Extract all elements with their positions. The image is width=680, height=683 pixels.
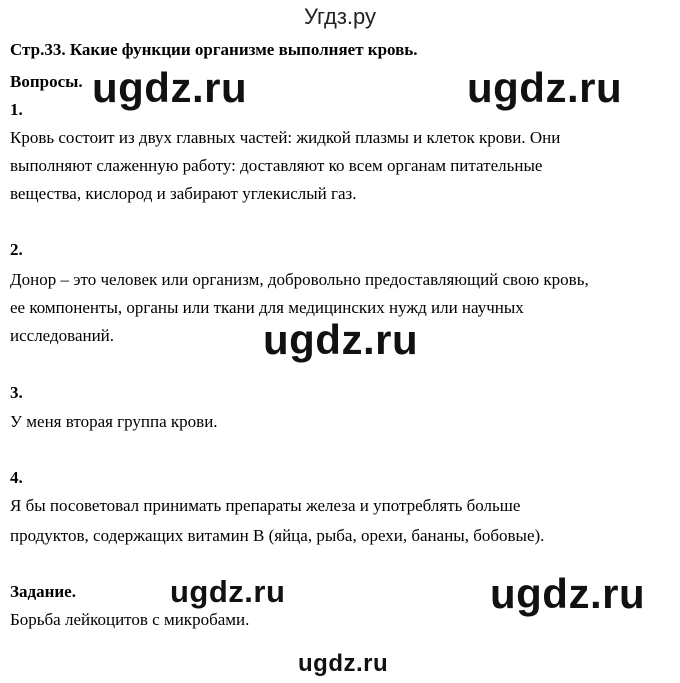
- task-label: Задание.: [10, 582, 76, 601]
- answer-1-line-3: вещества, кислород и забирают углекислый газ.: [10, 184, 357, 203]
- answer-2-line-2: ее компоненты, органы или ткани для медицинских нужд или научных: [10, 298, 524, 317]
- answer-4-line-2: продуктов, содержащих витамин В (яйца, рыба, орехи, бананы, бобовые).: [10, 526, 545, 545]
- watermark-bottom-right: ugdz.ru: [490, 570, 646, 617]
- watermark-top-left: ugdz.ru: [92, 64, 248, 111]
- page-heading: Стр.33. Какие функции организме выполняет кровь.: [10, 40, 418, 59]
- watermark-center: ugdz.ru: [263, 316, 419, 363]
- answer-number-4: 4.: [10, 468, 23, 487]
- answer-number-3: 3.: [10, 383, 23, 402]
- questions-label: Вопросы.: [10, 72, 83, 91]
- answer-1-line-2: выполняют слаженную работу: доставляют ко всем органам питательные: [10, 156, 543, 175]
- task-text: Борьба лейкоцитов с микробами.: [10, 610, 250, 629]
- answer-1-line-1: Кровь состоит из двух главных частей: жидкой плазмы и клеток крови. Они: [10, 128, 561, 147]
- watermark-footer: ugdz.ru: [298, 650, 389, 677]
- site-title: Угдз.ру: [303, 4, 377, 29]
- watermark-bottom-left: ugdz.ru: [170, 574, 286, 609]
- answer-2-line-3: исследований.: [10, 326, 115, 345]
- answer-2-line-1: Донор – это человек или организм, добровольно предоставляющий свою кровь,: [10, 270, 589, 289]
- answer-4-line-1: Я бы посоветовал принимать препараты железа и употреблять больше: [10, 496, 521, 515]
- watermark-top-right: ugdz.ru: [467, 64, 623, 111]
- answer-3-line-1: У меня вторая группа крови.: [10, 412, 218, 431]
- answer-number-1: 1.: [10, 100, 23, 119]
- answer-number-2: 2.: [10, 240, 23, 259]
